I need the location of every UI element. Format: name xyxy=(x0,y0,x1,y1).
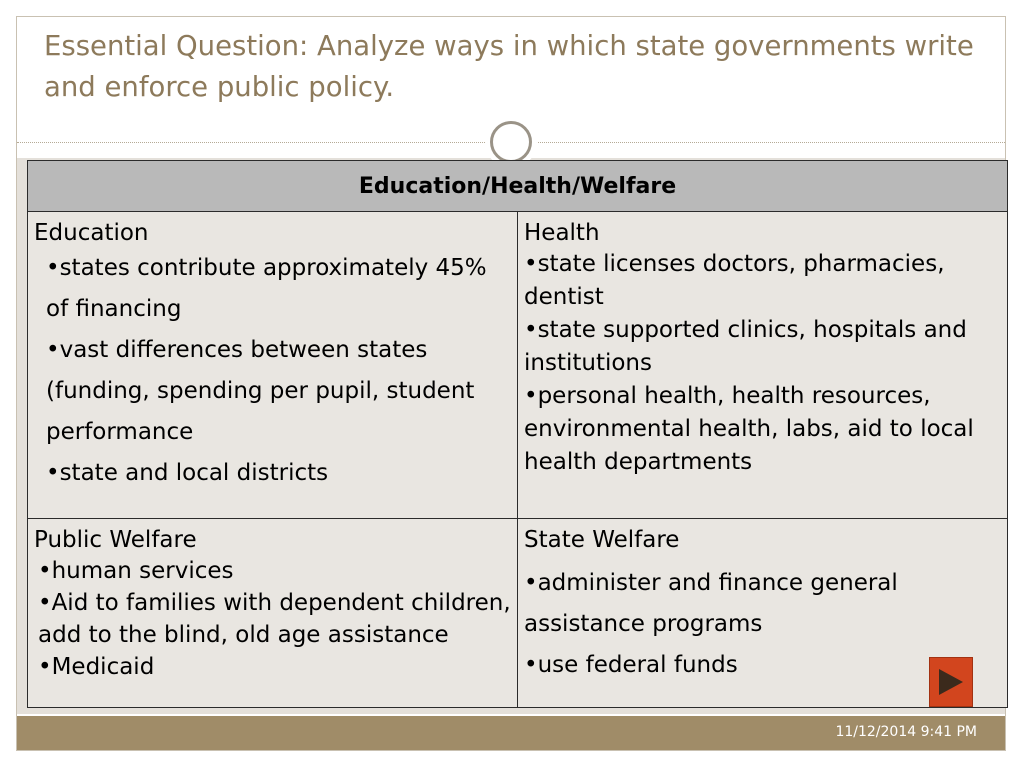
public-welfare-list xyxy=(34,555,511,683)
footer-bar xyxy=(17,716,1005,750)
health-heading: Health xyxy=(524,220,600,246)
education-heading: Education xyxy=(34,220,149,246)
next-slide-button[interactable] xyxy=(929,657,973,707)
public-welfare-cell xyxy=(28,519,518,708)
content-table xyxy=(27,160,1008,708)
list-item: • state licenses doctors, pharmacies, dentist xyxy=(524,248,1001,314)
slide-date: 11/12/2014 9:41 PM xyxy=(835,724,977,740)
health-cell xyxy=(518,212,1008,519)
play-arrow-icon xyxy=(939,669,963,695)
list-item: • Aid to families with dependent children, add to the blind, old age assistance xyxy=(38,587,511,651)
list-item: • use federal funds xyxy=(524,645,1001,686)
table-header: Education/Health/Welfare xyxy=(28,161,1008,212)
list-item: • Medicaid xyxy=(38,651,511,683)
public-welfare-heading: Public Welfare xyxy=(34,527,197,553)
list-item: • administer and finance general assistance programs xyxy=(524,563,1001,645)
list-item: • personal health, health resources, environmental health, labs, aid to local health departments xyxy=(524,380,1001,479)
education-list xyxy=(34,248,511,494)
education-cell xyxy=(28,212,518,519)
list-item: • states contribute approximately 45% of financing xyxy=(46,248,511,330)
state-welfare-heading: State Welfare xyxy=(524,527,680,553)
list-item: • human services xyxy=(38,555,511,587)
slide-title: Essential Question: Analyze ways in which state governments write and enforce public policy. xyxy=(44,30,974,103)
list-item: • vast differences between states (funding, spending per pupil, student performance xyxy=(46,330,511,453)
health-list xyxy=(524,248,1001,479)
list-item: • state and local districts xyxy=(46,453,511,494)
list-item: • state supported clinics, hospitals and institutions xyxy=(524,314,1001,380)
